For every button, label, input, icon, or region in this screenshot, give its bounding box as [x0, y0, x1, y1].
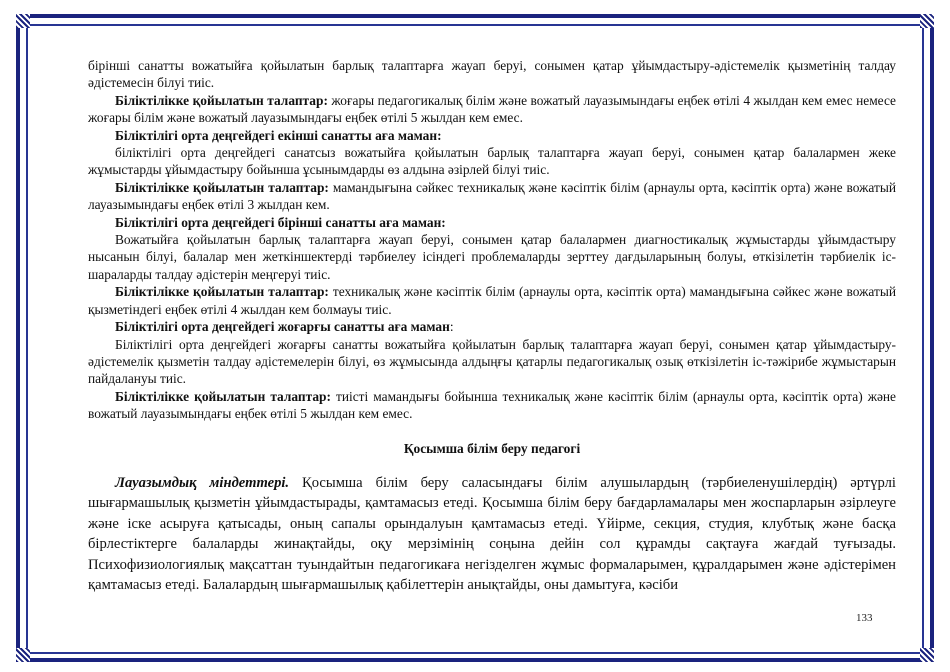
paragraph-1: бірінші санатты вожатыйға қойылатын барлық талаптарға жауап беруі, сонымен қатар ұйымдастыру-әдістемелік қызметінің талдау әдістемесін білуі тиіс.	[88, 58, 896, 91]
section-title: Қосымша білім беру педагогі	[403, 440, 581, 456]
corner-ornament-top-right	[920, 14, 934, 28]
duties-paragraph: Лауазымдық міндеттері. Қосымша білім беру саласындағы білім алушылардың (тәрбиеленушілердің) әртүрлі шығармашылық қызметін ұйымдастырады, қамтамасыз етеді. Қосымша білім беру бағдарламалары мен жоспарларын әзірлеуге және іске асыруға қатысады, оның сапалы орындалуын қамтамасыз етеді. Үйірме, секция, студия, клубтық және басқа бірлестіктерге балаларды жинақтайды, оқу мерзімінің соңына дейін сол құрамды сақтауға жағдай туғызады. Психофизиологиялық мақсаттан туындайтын педагогикаға негізделген жұмыс формаларымен, құралдарымен және әдістерімен қамтамасыз етеді. Балалардың шығармашылық қабілеттерін анықтайды, оны дамытуға, кәсіби	[88, 474, 896, 594]
paragraph-5: Біліктілікке қойылатын талаптар: мамандығына сәйкес техникалық және кәсіптік білім (арнаулы орта, кәсіптік орта) және вожатый лауазымындағы еңбек өтілі 3 жылдан кем.	[88, 179, 896, 213]
paragraph-6: Біліктілігі орта деңгейдегі бірінші санатты аға маман:	[115, 214, 446, 230]
paragraph-8: Біліктілікке қойылатын талаптар: техникалық және кәсіптік білім (арнаулы орта, кәсіптік орта) мамандығына сәйкес және вожатый қызметіндегі еңбек өтілі 4 жылдан кем болмауы тиіс.	[88, 284, 896, 317]
paragraph-7: Вожатыйға қойылатын барлық талаптарға жауап беруі, сонымен қатар балалармен диагностикалық жұмыстарды ұйымдастыру нысанын білуі, балалар мен жеткіншектерді тәрбиелеу ісіндегі проблемаларды зерттеу дағдыларының болуы, өткізілетін тәрбиелік іс-шараларды талдау әдістерін меңгеруі тиіс.	[88, 232, 896, 282]
page-number: 133	[856, 612, 873, 624]
spacer	[88, 423, 896, 440]
corner-ornament-bottom-right	[920, 648, 934, 662]
document-body	[88, 57, 896, 596]
paragraph-3: Біліктілігі орта деңгейдегі екінші санатты аға маман:	[115, 127, 442, 143]
spacer	[88, 457, 896, 473]
corner-ornament-top-left	[16, 14, 30, 28]
paragraph-4: біліктілігі орта деңгейдегі санатсыз вожатыйға қойылатын барлық талаптарға жауап беруі, сонымен қатар балалармен жеке жұмыстарды ұйымдастыру бойынша ұсынымдарды өз алдына әзірлей білуі тиіс.	[88, 145, 896, 178]
paragraph-2: Біліктілікке қойылатын талаптар: жоғары педагогикалық білім және вожатый лауазымындағы еңбек өтілі 4 жылдан кем емес немесе жоғары білім және вожатый лауазымындағы еңбек өтілі 5 жылдан кем емес.	[88, 92, 897, 126]
corner-ornament-bottom-left	[16, 648, 30, 662]
paragraph-10: Біліктілігі орта деңгейдегі жоғарғы санатты вожатыйға қойылатын барлық талаптарға жауап беруі, сонымен қатар ұйымдастыру-әдістемелік қызметін талдау әдістемелерін білуі, өз жұмысында алдыңғы қатарлы педагогикалық озық өткізілетін іс-тәжірибе жұмыстарын пайдалануы тиіс.	[88, 336, 896, 387]
paragraph-11: Біліктілікке қойылатын талаптар: тиісті мамандығы бойынша техникалық және кәсіптік білім (арнаулы орта, кәсіптік орта) және вожатый лауазымындағы еңбек өтілі 5 жылдан кем емес.	[88, 388, 897, 422]
paragraph-9: Біліктілігі орта деңгейдегі жоғарғы санатты аға маман:	[115, 319, 454, 335]
